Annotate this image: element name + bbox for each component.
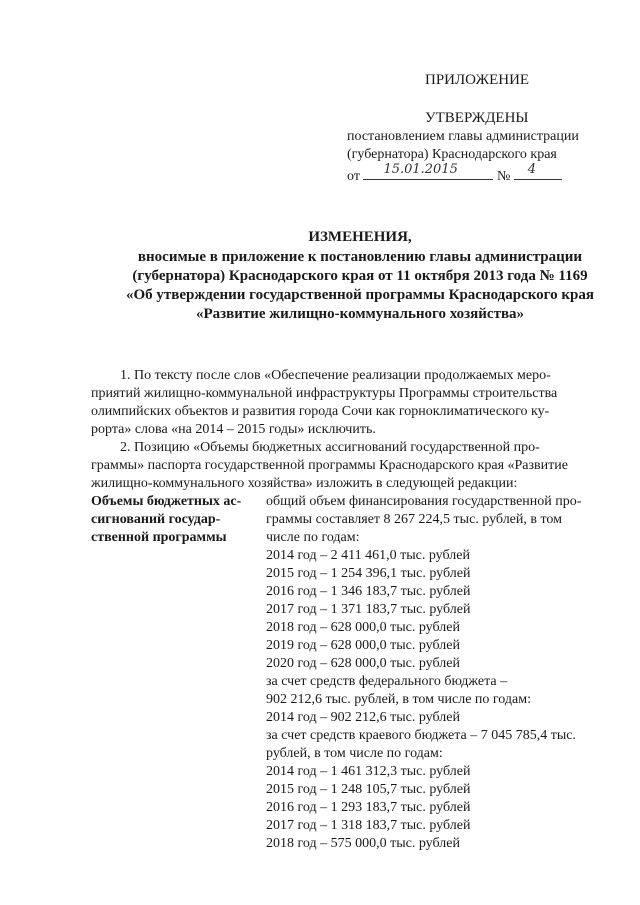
p2-line-1: 2. Позицию «Объемы бюджетных ассигнований государственной про- [120, 440, 540, 455]
approval-line-2: (губернатора) Краснодарского края [347, 147, 557, 162]
funding-intro-2: граммы составляет 8 267 224,5 тыс. рублей, в том [266, 512, 563, 527]
federal-line-2: 902 212,6 тыс. рублей, в том числе по годам: [266, 692, 531, 707]
funding-intro-3: числе по годам: [266, 530, 360, 545]
regional-year-row: 2015 год – 1 248 105,7 тыс. рублей [266, 782, 471, 797]
federal-line-1: за счет средств федерального бюджета – [266, 674, 508, 689]
regional-intro-2: рублей, в том числе по годам: [266, 746, 443, 761]
from-label: от [347, 169, 360, 184]
p1-line-4: рорта» слова «на 2014 – 2015 годы» исключить. [91, 422, 376, 437]
total-year-row: 2020 год – 628 000,0 тыс. рублей [266, 656, 460, 671]
regional-year-row: 2017 год – 1 318 183,7 тыс. рублей [266, 818, 471, 833]
funding-intro-1: общий объем финансирования государственной про- [266, 494, 582, 509]
total-year-row: 2019 год – 628 000,0 тыс. рублей [266, 638, 460, 653]
table-left-line-2: сигнований государ- [91, 512, 221, 527]
regional-year-row: 2014 год – 1 461 312,3 тыс. рублей [266, 764, 471, 779]
doc-title-line-2: (губернатора) Краснодарского края от 11 октября 2013 года № 1169 [132, 268, 588, 284]
doc-title-line-3: «Об утверждении государственной программы Краснодарского края [126, 287, 594, 303]
p1-line-2: приятий жилищно-коммунальной инфраструктуры Программы строительства [91, 386, 558, 401]
total-year-row: 2017 год – 1 371 183,7 тыс. рублей [266, 602, 471, 617]
number-underline [514, 162, 562, 180]
date-underline [363, 162, 493, 180]
p2-line-3: жилищно-коммунального хозяйства» изложить в следующей редакции: [91, 476, 518, 491]
number-label: № [496, 169, 511, 184]
doc-title-line-4: «Развитие жилищно-коммунального хозяйства» [195, 306, 525, 322]
approved-label: УТВЕРЖДЕНЫ [425, 110, 529, 126]
p1-line-1: 1. По тексту после слов «Обеспечение реализации продолжаемых меро- [120, 368, 551, 383]
p2-line-2: граммы» паспорта государственной программы Краснодарского края «Развитие [91, 458, 568, 473]
doc-title: ИЗМЕНЕНИЯ, [308, 229, 412, 245]
table-left-line-3: ственной программы [91, 530, 227, 545]
regional-year-row: 2016 год – 1 293 183,7 тыс. рублей [266, 800, 471, 815]
handwritten-number: 4 [527, 162, 537, 177]
regional-year-row: 2018 год – 575 000,0 тыс. рублей [266, 836, 460, 851]
federal-year-row: 2014 год – 902 212,6 тыс. рублей [266, 710, 460, 725]
total-year-row: 2015 год – 1 254 396,1 тыс. рублей [266, 566, 471, 581]
total-year-row: 2018 год – 628 000,0 тыс. рублей [266, 620, 460, 635]
table-left-line-1: Объемы бюджетных ас- [91, 494, 242, 509]
doc-title-line-1: вносимые в приложение к постановлению главы администрации [137, 249, 583, 265]
p1-line-3: олимпийских объектов и развития города Сочи как горноклиматического ку- [91, 404, 550, 419]
appendix-label: ПРИЛОЖЕНИЕ [425, 72, 530, 88]
date-number-line [347, 162, 562, 185]
total-year-row: 2014 год – 2 411 461,0 тыс. рублей [266, 548, 470, 563]
approval-line-1: постановлением главы администрации [347, 129, 579, 144]
regional-intro-1: за счет средств краевого бюджета – 7 045 785,4 тыс. [266, 728, 576, 743]
total-year-row: 2016 год – 1 346 183,7 тыс. рублей [266, 584, 471, 599]
handwritten-date: 15.01.2015 [383, 162, 458, 177]
